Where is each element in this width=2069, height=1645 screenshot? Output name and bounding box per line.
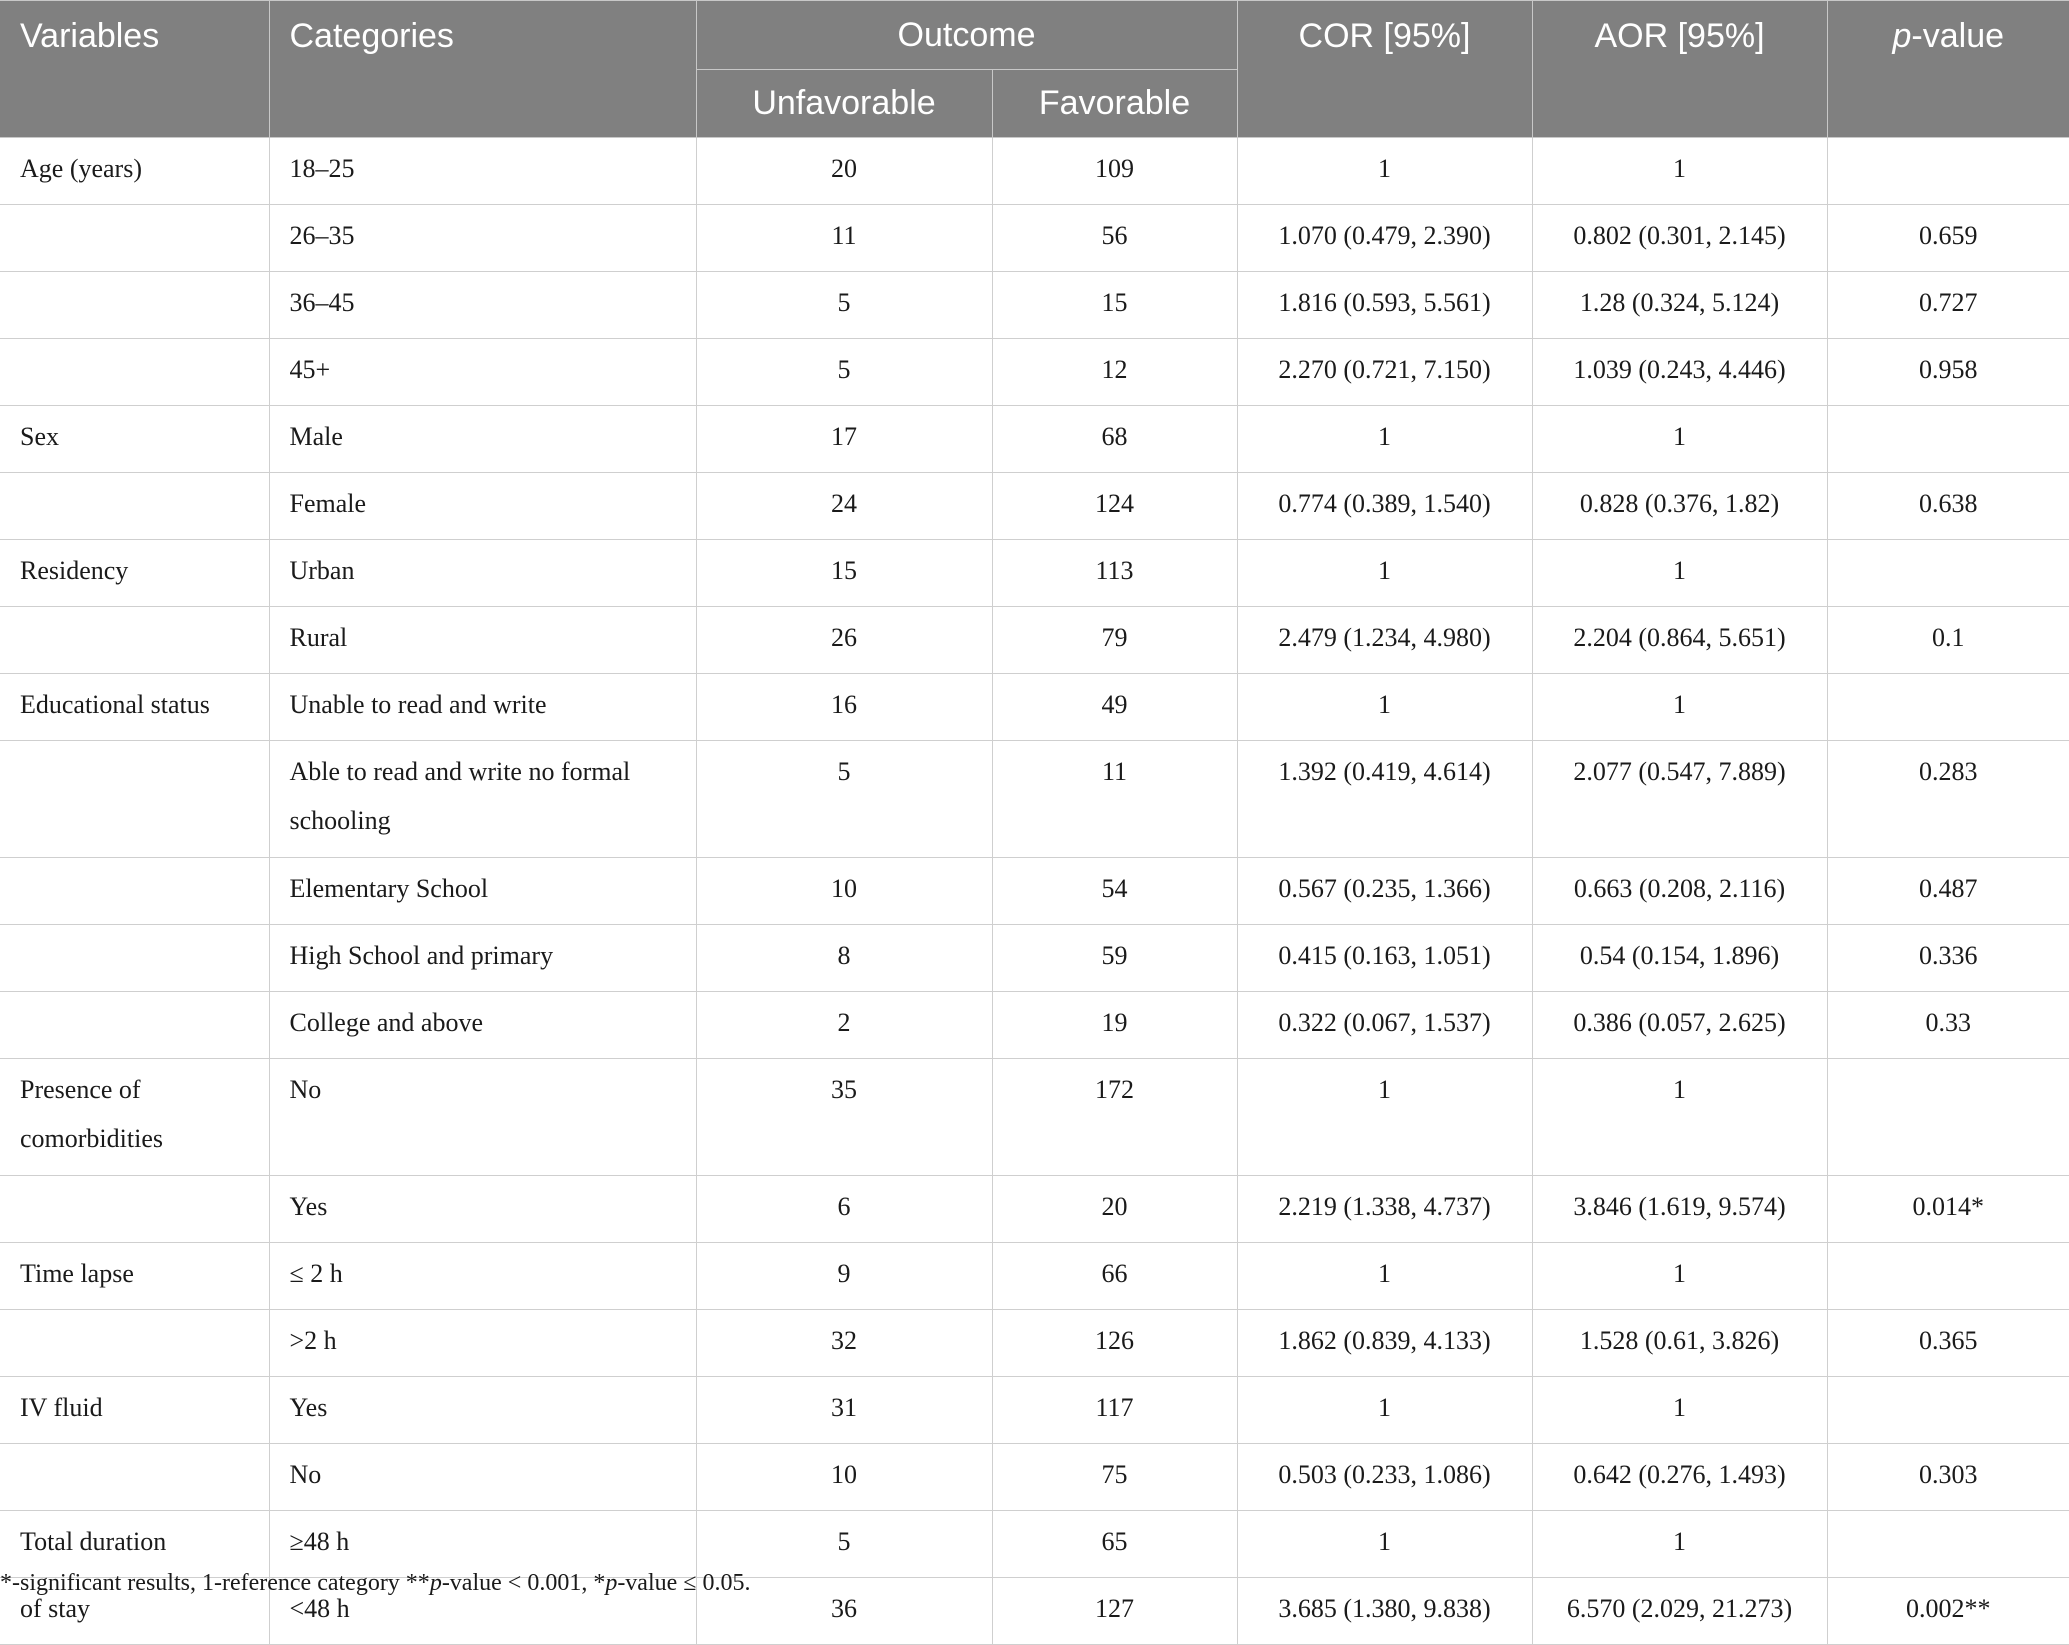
cell-favorable: 127	[992, 1578, 1237, 1645]
cell-cor: 0.774 (0.389, 1.540)	[1237, 473, 1532, 540]
table-row	[0, 674, 2069, 741]
cell-unfavorable: 16	[696, 674, 992, 741]
cell-favorable: 56	[992, 205, 1237, 272]
cell-favorable: 124	[992, 473, 1237, 540]
cell-category: No	[269, 1059, 696, 1176]
cell-aor: 1	[1532, 1059, 1827, 1176]
cell-aor: 1	[1532, 406, 1827, 473]
cell-p-value: 0.336	[1827, 925, 2069, 992]
table-row	[0, 339, 2069, 406]
cell-variable: Residency	[0, 540, 269, 607]
cell-cor: 1.816 (0.593, 5.561)	[1237, 272, 1532, 339]
cell-aor: 0.828 (0.376, 1.82)	[1532, 473, 1827, 540]
cell-favorable: 113	[992, 540, 1237, 607]
cell-unfavorable: 5	[696, 1511, 992, 1578]
cell-category: Elementary School	[269, 858, 696, 925]
table-row	[0, 1176, 2069, 1243]
cell-p-value: 0.002**	[1827, 1578, 2069, 1645]
header-aor: AOR [95%]	[1532, 1, 1827, 138]
cell-cor: 0.567 (0.235, 1.366)	[1237, 858, 1532, 925]
cell-variable: Time lapse	[0, 1243, 269, 1310]
cell-favorable: 172	[992, 1059, 1237, 1176]
cell-aor: 1	[1532, 1377, 1827, 1444]
cell-cor: 2.479 (1.234, 4.980)	[1237, 607, 1532, 674]
cell-category: College and above	[269, 992, 696, 1059]
cell-variable: Educational status	[0, 674, 269, 741]
cell-category: ≥48 h	[269, 1511, 696, 1578]
cell-variable	[0, 473, 269, 540]
cell-p-value: 0.659	[1827, 205, 2069, 272]
table-row	[0, 1059, 2069, 1176]
cell-cor: 1.862 (0.839, 4.133)	[1237, 1310, 1532, 1377]
cell-category: 26–35	[269, 205, 696, 272]
cell-cor: 1	[1237, 1377, 1532, 1444]
cell-category: Yes	[269, 1377, 696, 1444]
cell-cor: 3.685 (1.380, 9.838)	[1237, 1578, 1532, 1645]
cell-cor: 1	[1237, 1243, 1532, 1310]
table-row	[0, 1377, 2069, 1444]
table-row	[0, 741, 2069, 858]
cell-favorable: 126	[992, 1310, 1237, 1377]
cell-unfavorable: 35	[696, 1059, 992, 1176]
header-outcome: Outcome	[696, 1, 1237, 70]
cell-p-value: 0.283	[1827, 741, 2069, 858]
cell-unfavorable: 36	[696, 1578, 992, 1645]
cell-category: High School and primary	[269, 925, 696, 992]
table-row	[0, 607, 2069, 674]
cell-p-value: 0.303	[1827, 1444, 2069, 1511]
cell-cor: 1.392 (0.419, 4.614)	[1237, 741, 1532, 858]
cell-aor: 1	[1532, 138, 1827, 205]
cell-favorable: 54	[992, 858, 1237, 925]
cell-category: 45+	[269, 339, 696, 406]
cell-p-value: 0.33	[1827, 992, 2069, 1059]
cell-favorable: 117	[992, 1377, 1237, 1444]
cell-unfavorable: 10	[696, 1444, 992, 1511]
cell-variable: Presence of comorbidities	[0, 1059, 269, 1176]
table-row	[0, 992, 2069, 1059]
cell-p-value: 0.365	[1827, 1310, 2069, 1377]
footnote-part1: *-significant results, 1-reference category **	[0, 1570, 430, 1596]
cell-variable	[0, 205, 269, 272]
cell-aor: 2.077 (0.547, 7.889)	[1532, 741, 1827, 858]
cell-cor: 0.503 (0.233, 1.086)	[1237, 1444, 1532, 1511]
table-row	[0, 138, 2069, 205]
footnote-p2: p	[605, 1570, 618, 1596]
header-p-suffix: -value	[1911, 17, 2005, 55]
header-unfavorable: Unfavorable	[696, 70, 992, 138]
footnote-part3: -value ≤ 0.05.	[617, 1570, 751, 1596]
cell-variable: Age (years)	[0, 138, 269, 205]
cell-p-value	[1827, 540, 2069, 607]
header-p-letter: p	[1892, 17, 1912, 55]
table-row	[0, 925, 2069, 992]
cell-favorable: 66	[992, 1243, 1237, 1310]
cell-favorable: 20	[992, 1176, 1237, 1243]
table-row	[0, 272, 2069, 339]
cell-aor: 0.54 (0.154, 1.896)	[1532, 925, 1827, 992]
cell-cor: 2.270 (0.721, 7.150)	[1237, 339, 1532, 406]
cell-p-value	[1827, 1059, 2069, 1176]
cell-cor: 1	[1237, 1511, 1532, 1578]
footnote-p1: p	[429, 1570, 442, 1596]
cell-p-value: 0.727	[1827, 272, 2069, 339]
table-row	[0, 406, 2069, 473]
cell-variable	[0, 272, 269, 339]
cell-cor: 1.070 (0.479, 2.390)	[1237, 205, 1532, 272]
cell-aor: 1.28 (0.324, 5.124)	[1532, 272, 1827, 339]
cell-unfavorable: 9	[696, 1243, 992, 1310]
cell-cor: 0.322 (0.067, 1.537)	[1237, 992, 1532, 1059]
cell-category: >2 h	[269, 1310, 696, 1377]
cell-variable	[0, 1310, 269, 1377]
cell-favorable: 68	[992, 406, 1237, 473]
cell-favorable: 11	[992, 741, 1237, 858]
cell-category: Male	[269, 406, 696, 473]
cell-aor: 1.528 (0.61, 3.826)	[1532, 1310, 1827, 1377]
cell-p-value: 0.487	[1827, 858, 2069, 925]
cell-variable: Sex	[0, 406, 269, 473]
table-body	[0, 138, 2069, 1645]
cell-aor: 1	[1532, 674, 1827, 741]
cell-variable	[0, 992, 269, 1059]
cell-variable	[0, 607, 269, 674]
cell-unfavorable: 5	[696, 272, 992, 339]
cell-variable	[0, 339, 269, 406]
header-p-value	[1827, 1, 2069, 138]
cell-cor: 0.415 (0.163, 1.051)	[1237, 925, 1532, 992]
table-row	[0, 473, 2069, 540]
cell-p-value	[1827, 674, 2069, 741]
cell-p-value: 0.014*	[1827, 1176, 2069, 1243]
cell-aor: 2.204 (0.864, 5.651)	[1532, 607, 1827, 674]
cell-aor: 0.386 (0.057, 2.625)	[1532, 992, 1827, 1059]
cell-variable	[0, 925, 269, 992]
cell-cor: 1	[1237, 406, 1532, 473]
cell-unfavorable: 2	[696, 992, 992, 1059]
cell-unfavorable: 5	[696, 339, 992, 406]
cell-unfavorable: 20	[696, 138, 992, 205]
cell-favorable: 49	[992, 674, 1237, 741]
table-row	[0, 1243, 2069, 1310]
table-row	[0, 1310, 2069, 1377]
cell-favorable: 19	[992, 992, 1237, 1059]
cell-unfavorable: 17	[696, 406, 992, 473]
cell-aor: 1.039 (0.243, 4.446)	[1532, 339, 1827, 406]
cell-aor: 0.802 (0.301, 2.145)	[1532, 205, 1827, 272]
cell-p-value: 0.638	[1827, 473, 2069, 540]
cell-favorable: 15	[992, 272, 1237, 339]
cell-unfavorable: 24	[696, 473, 992, 540]
cell-variable	[0, 741, 269, 858]
cell-aor: 1	[1532, 1511, 1827, 1578]
cell-favorable: 79	[992, 607, 1237, 674]
cell-p-value	[1827, 138, 2069, 205]
cell-variable: of stay	[0, 1578, 269, 1645]
cell-aor: 0.663 (0.208, 2.116)	[1532, 858, 1827, 925]
table-row	[0, 540, 2069, 607]
cell-unfavorable: 10	[696, 858, 992, 925]
cell-unfavorable: 6	[696, 1176, 992, 1243]
cell-unfavorable: 31	[696, 1377, 992, 1444]
table-row	[0, 1444, 2069, 1511]
cell-variable: IV fluid	[0, 1377, 269, 1444]
cell-variable	[0, 1176, 269, 1243]
cell-variable	[0, 858, 269, 925]
cell-aor: 0.642 (0.276, 1.493)	[1532, 1444, 1827, 1511]
cell-category: Rural	[269, 607, 696, 674]
header-categories: Categories	[269, 1, 696, 138]
cell-cor: 1	[1237, 138, 1532, 205]
cell-category: Female	[269, 473, 696, 540]
cell-cor: 1	[1237, 1059, 1532, 1176]
cell-category: Unable to read and write	[269, 674, 696, 741]
cell-category: No	[269, 1444, 696, 1511]
cell-cor: 1	[1237, 674, 1532, 741]
cell-category: Able to read and write no formal schooling	[269, 741, 696, 858]
cell-category: Yes	[269, 1176, 696, 1243]
cell-favorable: 59	[992, 925, 1237, 992]
cell-unfavorable: 32	[696, 1310, 992, 1377]
cell-cor: 2.219 (1.338, 4.737)	[1237, 1176, 1532, 1243]
cell-category: 36–45	[269, 272, 696, 339]
cell-variable: Total duration	[0, 1511, 269, 1578]
header-favorable: Favorable	[992, 70, 1237, 138]
cell-p-value	[1827, 1511, 2069, 1578]
cell-unfavorable: 8	[696, 925, 992, 992]
cell-p-value: 0.958	[1827, 339, 2069, 406]
cell-favorable: 65	[992, 1511, 1237, 1578]
cell-aor: 3.846 (1.619, 9.574)	[1532, 1176, 1827, 1243]
cell-p-value	[1827, 1377, 2069, 1444]
header-variables: Variables	[0, 1, 269, 138]
cell-unfavorable: 5	[696, 741, 992, 858]
cell-category: <48 h	[269, 1578, 696, 1645]
cell-variable	[0, 1444, 269, 1511]
cell-unfavorable: 15	[696, 540, 992, 607]
cell-p-value: 0.1	[1827, 607, 2069, 674]
cell-unfavorable: 11	[696, 205, 992, 272]
cell-unfavorable: 26	[696, 607, 992, 674]
header-cor: COR [95%]	[1237, 1, 1532, 138]
cell-favorable: 75	[992, 1444, 1237, 1511]
cell-category: Urban	[269, 540, 696, 607]
footnote	[0, 1570, 750, 1597]
cell-category: ≤ 2 h	[269, 1243, 696, 1310]
cell-favorable: 12	[992, 339, 1237, 406]
cell-favorable: 109	[992, 138, 1237, 205]
cell-aor: 6.570 (2.029, 21.273)	[1532, 1578, 1827, 1645]
table-row	[0, 858, 2069, 925]
table-row	[0, 1511, 2069, 1578]
footnote-part2: -value < 0.001, *	[441, 1570, 606, 1596]
cell-aor: 1	[1532, 540, 1827, 607]
table-row	[0, 205, 2069, 272]
cell-aor: 1	[1532, 1243, 1827, 1310]
cell-category: 18–25	[269, 138, 696, 205]
cell-p-value	[1827, 406, 2069, 473]
cell-p-value	[1827, 1243, 2069, 1310]
cell-cor: 1	[1237, 540, 1532, 607]
